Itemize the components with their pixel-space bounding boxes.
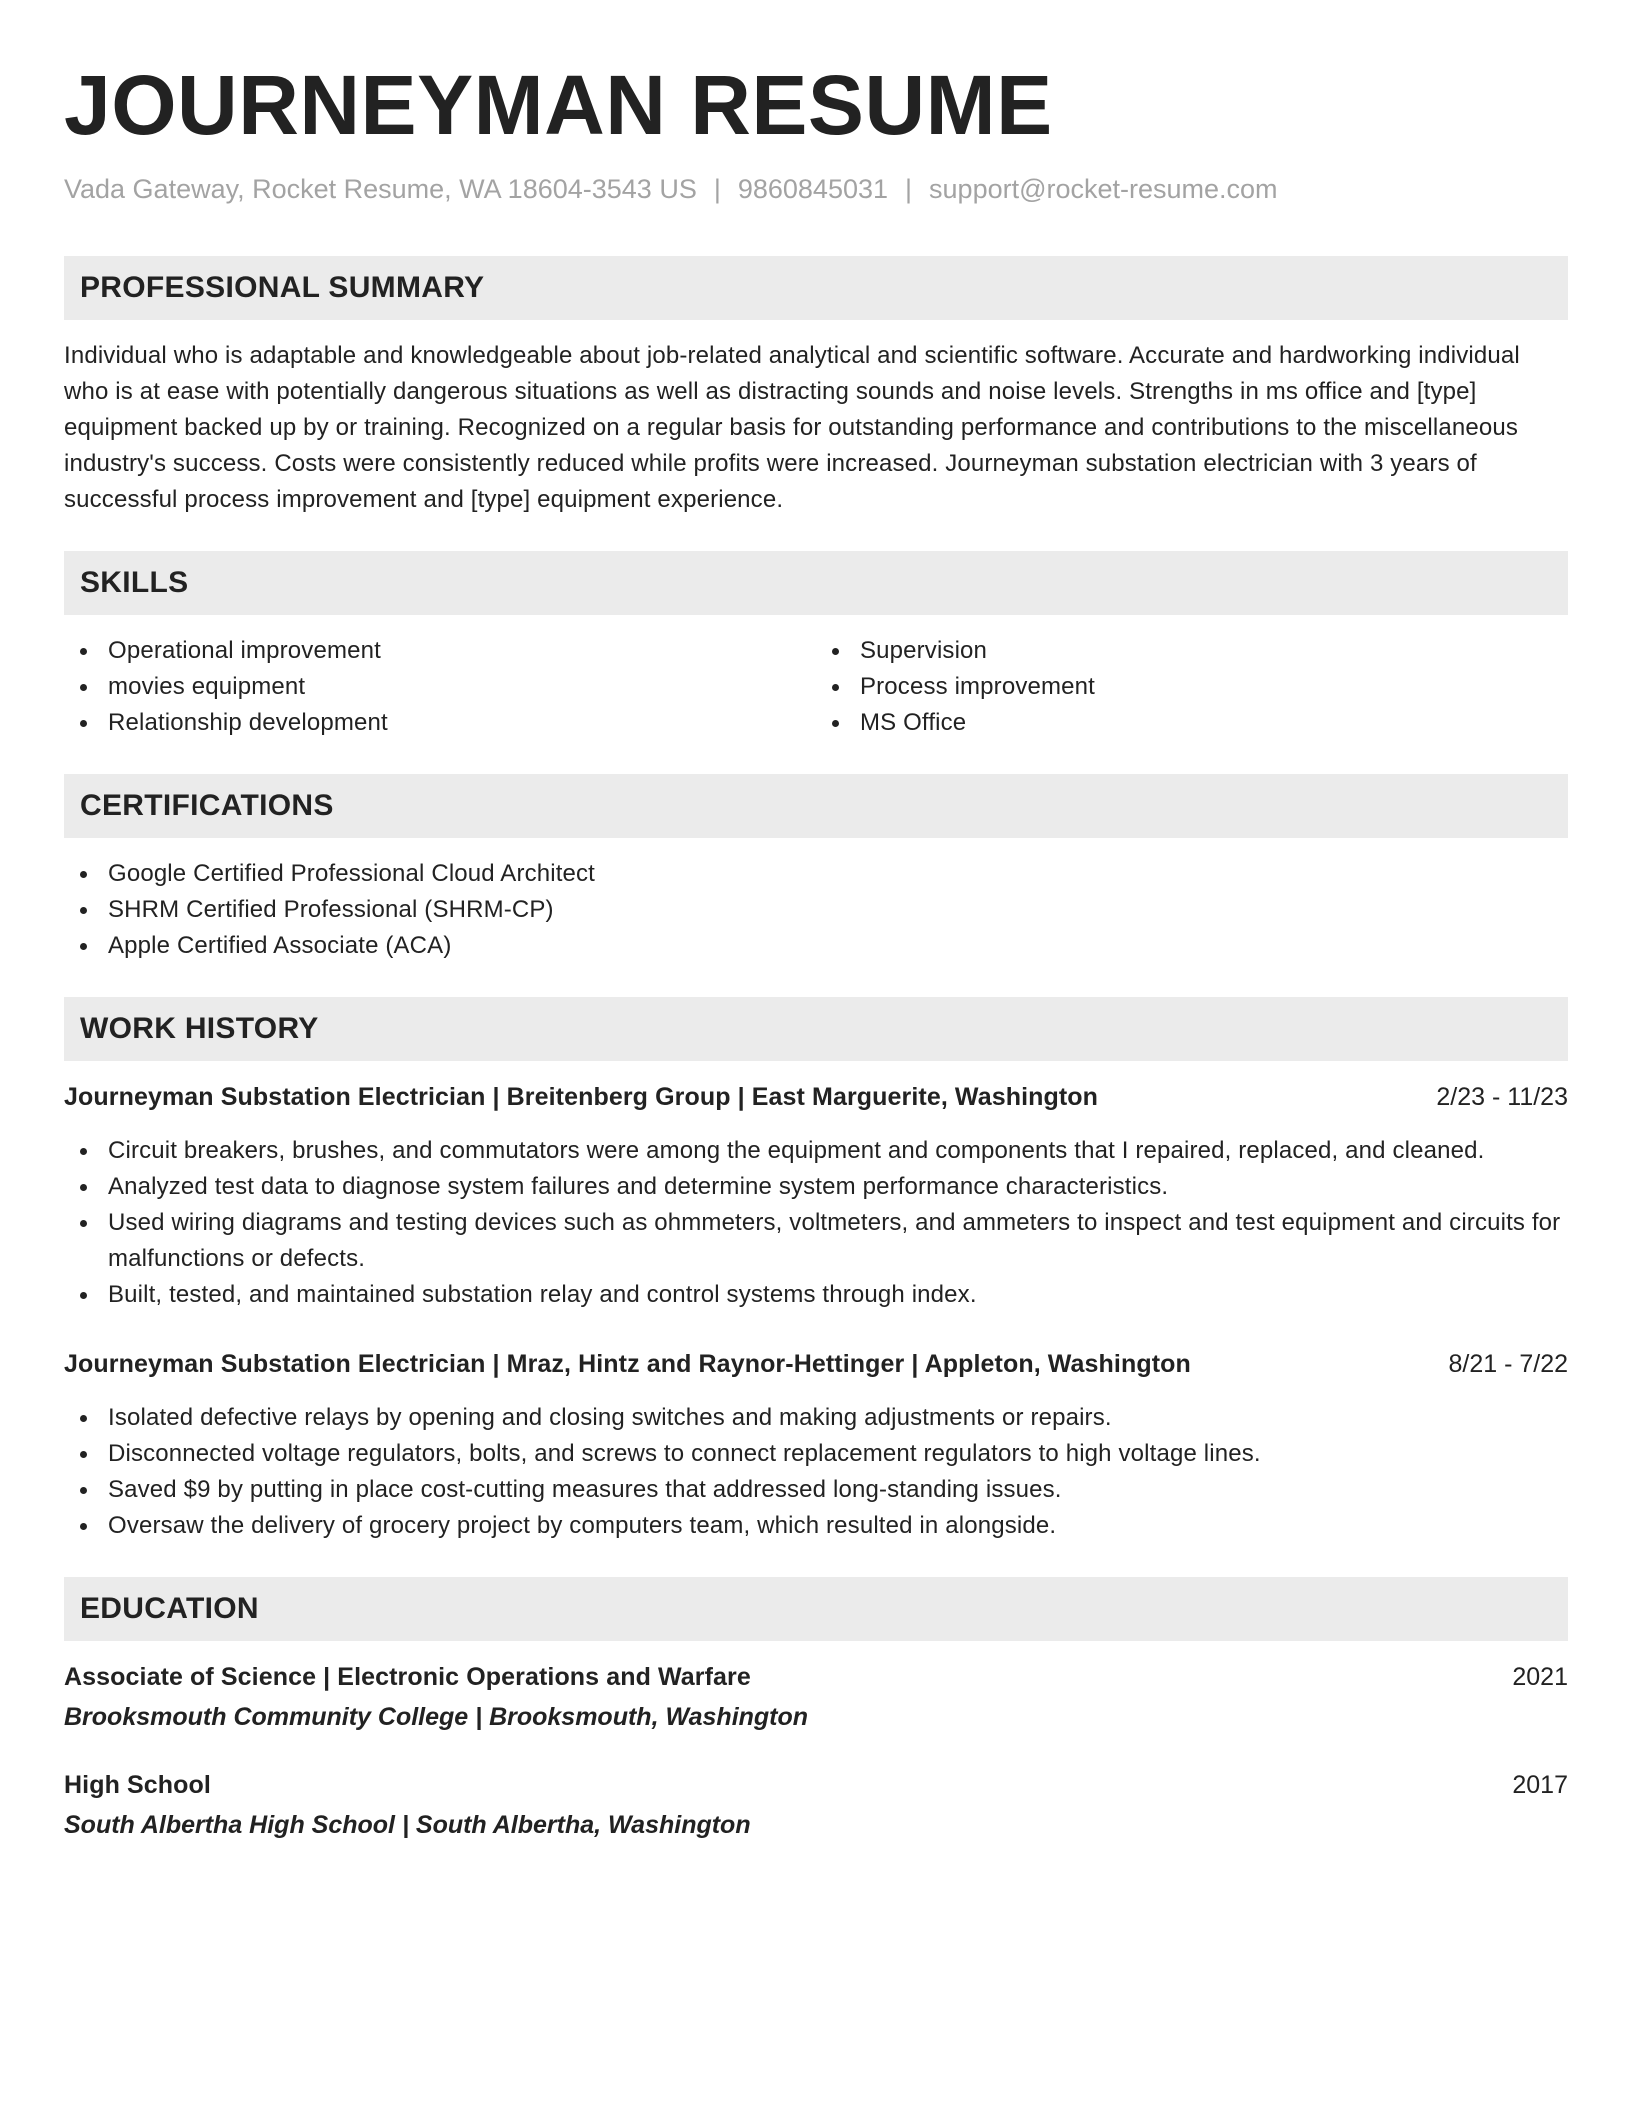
education-year: 2017: [1512, 1771, 1568, 1799]
contact-phone: 9860845031: [737, 174, 889, 204]
job-dates: 2/23 - 11/23: [1436, 1083, 1568, 1111]
section-heading-certifications: CERTIFICATIONS: [64, 774, 1568, 838]
job-title: Journeyman Substation Electrician | Breitenberg Group | East Marguerite, Washington: [64, 1083, 1099, 1111]
job-header: [64, 1346, 1568, 1382]
job-bullet: Used wiring diagrams and testing devices such as ohmmeters, voltmeters, and ammeters to inspect and test equipment and circuits for malfunctions or defects.: [64, 1205, 1568, 1277]
education-year: 2021: [1512, 1663, 1568, 1691]
job-bullet: Circuit breakers, brushes, and commutators were among the equipment and components that I repaired, replaced, and cleaned.: [64, 1133, 1568, 1169]
job-title: Journeyman Substation Electrician | Mraz, Hintz and Raynor-Hettinger | Appleton, Washington: [64, 1350, 1191, 1378]
skills-column-left: [64, 633, 816, 741]
skill-item: movies equipment: [64, 669, 816, 705]
certification-item: Apple Certified Associate (ACA): [64, 928, 1568, 964]
education-header: [64, 1767, 1568, 1803]
resume-name: JOURNEYMAN RESUME: [64, 58, 1053, 152]
job-bullet: Isolated defective relays by opening and closing switches and making adjustments or repairs.: [64, 1400, 1568, 1436]
summary-text: Individual who is adaptable and knowledgeable about job-related analytical and scientific software. Accurate and hardworking individual who is at ease with potentially dangerous situations as well as distracting sounds and noise levels. Strengths in ms office and [type] equipment backed up by or training. Recognized on a regular basis for outstanding performance and contributions to the miscellaneous industry's success. Costs were consistently reduced while profits were increased. Journeyman substation electrician with 3 years of successful process improvement and [type] equipment experience.: [64, 342, 1520, 513]
section-heading-education: EDUCATION: [64, 1577, 1568, 1641]
job-bullet: Saved $9 by putting in place cost-cutting measures that addressed long-standing issues.: [64, 1472, 1568, 1508]
job-bullet: Analyzed test data to diagnose system failures and determine system performance characteristics.: [64, 1169, 1568, 1205]
section-heading-skills: SKILLS: [64, 551, 1568, 615]
contact-email: support@rocket-resume.com: [929, 174, 1278, 204]
job-bullet: Disconnected voltage regulators, bolts, and screws to connect replacement regulators to high voltage lines.: [64, 1436, 1568, 1472]
education-degree: Associate of Science | Electronic Operations and Warfare: [64, 1663, 751, 1691]
job-bullet: Built, tested, and maintained substation relay and control systems through index.: [64, 1277, 1568, 1313]
certifications-list: [64, 856, 1568, 964]
section-heading-work-history: WORK HISTORY: [64, 997, 1568, 1061]
certification-item: SHRM Certified Professional (SHRM-CP): [64, 892, 1568, 928]
skill-item: MS Office: [816, 705, 1568, 741]
skills-column-right: [816, 633, 1568, 741]
section-heading-summary: PROFESSIONAL SUMMARY: [64, 256, 1568, 320]
job-bullets: [64, 1400, 1568, 1544]
skills-list: [64, 633, 1568, 741]
contact-address: Vada Gateway, Rocket Resume, WA 18604-3543 US: [64, 174, 697, 204]
certification-item: Google Certified Professional Cloud Architect: [64, 856, 1568, 892]
skill-item: Process improvement: [816, 669, 1568, 705]
contact-line: [64, 172, 1568, 206]
education-school: South Albertha High School | South Albertha, Washington: [64, 1811, 751, 1839]
education-header: [64, 1659, 1568, 1695]
job-bullet: Oversaw the delivery of grocery project by computers team, which resulted in alongside.: [64, 1508, 1568, 1544]
skill-item: Operational improvement: [64, 633, 816, 669]
skill-item: Supervision: [816, 633, 1568, 669]
job-bullets: [64, 1133, 1568, 1313]
contact-separator: |: [713, 174, 721, 204]
job-dates: 8/21 - 7/22: [1448, 1350, 1568, 1378]
skill-item: Relationship development: [64, 705, 816, 741]
job-header: [64, 1079, 1568, 1115]
education-school: Brooksmouth Community College | Brooksmouth, Washington: [64, 1703, 809, 1731]
education-degree: High School: [64, 1771, 211, 1799]
contact-separator: |: [905, 174, 913, 204]
